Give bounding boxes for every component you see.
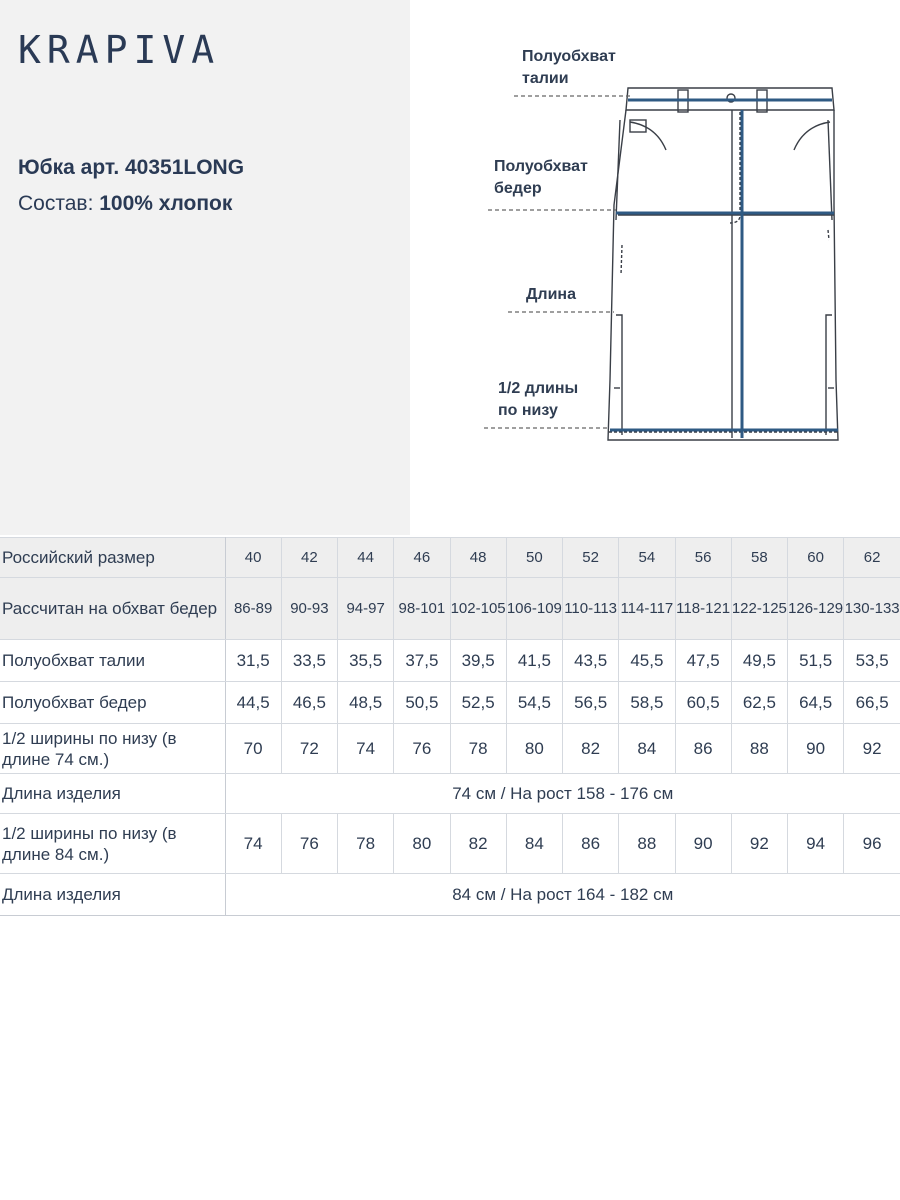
table-row: [0, 538, 900, 578]
table-cell: 78: [338, 814, 394, 874]
table-cell: 54,5: [506, 682, 562, 724]
table-cell: 98-101: [394, 578, 450, 640]
table-cell: 76: [394, 724, 450, 774]
table-cell: 102-105: [450, 578, 506, 640]
table-cell: 86-89: [225, 578, 281, 640]
table-row: [0, 578, 900, 640]
table-cell: 84: [506, 814, 562, 874]
table-cell: 90: [788, 724, 844, 774]
table-cell: 52: [563, 538, 619, 578]
row-label: Рассчитан на обхват бедер: [0, 578, 225, 640]
table-cell: 50: [506, 538, 562, 578]
table-cell: 44,5: [225, 682, 281, 724]
table-cell: 60,5: [675, 682, 731, 724]
table-cell: 41,5: [506, 640, 562, 682]
table-cell: 51,5: [788, 640, 844, 682]
row-label: 1/2 ширины по низу (в длине 84 см.): [0, 814, 225, 874]
table-cell: 74: [338, 724, 394, 774]
table-cell: 126-129: [788, 578, 844, 640]
table-cell: 43,5: [563, 640, 619, 682]
row-label: 1/2 ширины по низу (в длине 74 см.): [0, 724, 225, 774]
table-cell: 54: [619, 538, 675, 578]
table-cell: 46,5: [281, 682, 337, 724]
table-cell: 33,5: [281, 640, 337, 682]
table-row: [0, 682, 900, 724]
label-hips: Полуобхват бедер: [494, 158, 588, 197]
table-cell: 88: [619, 814, 675, 874]
composition: [18, 192, 232, 216]
table-cell: 70: [225, 724, 281, 774]
table-cell: 78: [450, 724, 506, 774]
table-cell: 48: [450, 538, 506, 578]
row-label: Длина изделия: [0, 774, 225, 814]
table-cell: 82: [450, 814, 506, 874]
table-cell: 53,5: [844, 640, 900, 682]
table-row: [0, 774, 900, 814]
table-cell: 90-93: [281, 578, 337, 640]
table-cell: 80: [506, 724, 562, 774]
label-hem: 1/2 длины по низу: [498, 380, 579, 419]
table-cell: 84: [619, 724, 675, 774]
table-cell: 31,5: [225, 640, 281, 682]
table-row: [0, 874, 900, 916]
table-cell: 92: [731, 814, 787, 874]
table-row: [0, 814, 900, 874]
table-cell: 80: [394, 814, 450, 874]
table-cell: 52,5: [450, 682, 506, 724]
composition-label: Состав:: [18, 192, 94, 215]
table-cell: 49,5: [731, 640, 787, 682]
table-cell: 48,5: [338, 682, 394, 724]
table-cell: 94: [788, 814, 844, 874]
table-row: [0, 640, 900, 682]
table-cell: 62,5: [731, 682, 787, 724]
table-cell: 60: [788, 538, 844, 578]
label-waist: Полуобхват талии: [522, 48, 616, 87]
table-cell: 58: [731, 538, 787, 578]
table-cell: 94-97: [338, 578, 394, 640]
table-cell: 92: [844, 724, 900, 774]
row-label: Длина изделия: [0, 874, 225, 916]
table-cell: 50,5: [394, 682, 450, 724]
table-cell: 40: [225, 538, 281, 578]
table-cell: 122-125: [731, 578, 787, 640]
table-cell: 88: [731, 724, 787, 774]
product-title: Юбка арт. 40351LONG: [18, 156, 245, 179]
table-cell: 84 см / На рост 164 - 182 см: [225, 874, 900, 916]
size-table: [0, 537, 900, 916]
table-cell: 62: [844, 538, 900, 578]
table-cell: 72: [281, 724, 337, 774]
table-cell: 76: [281, 814, 337, 874]
table-cell: 74: [225, 814, 281, 874]
table-row: [0, 724, 900, 774]
table-cell: 118-121: [675, 578, 731, 640]
table-cell: 96: [844, 814, 900, 874]
label-length: Длина: [526, 286, 576, 303]
table-cell: 46: [394, 538, 450, 578]
table-cell: 64,5: [788, 682, 844, 724]
table-cell: 86: [675, 724, 731, 774]
table-cell: 45,5: [619, 640, 675, 682]
table-cell: 74 см / На рост 158 - 176 см: [225, 774, 900, 814]
table-cell: 42: [281, 538, 337, 578]
table-cell: 37,5: [394, 640, 450, 682]
composition-value: 100% хлопок: [99, 192, 233, 215]
table-cell: 58,5: [619, 682, 675, 724]
table-cell: 86: [563, 814, 619, 874]
table-cell: 56,5: [563, 682, 619, 724]
table-cell: 90: [675, 814, 731, 874]
brand-logo: KRAPIVA: [18, 28, 221, 72]
row-label: Полуобхват бедер: [0, 682, 225, 724]
table-cell: 39,5: [450, 640, 506, 682]
row-label: Российский размер: [0, 538, 225, 578]
table-cell: 130-133: [844, 578, 900, 640]
table-cell: 106-109: [506, 578, 562, 640]
table-cell: 110-113: [563, 578, 619, 640]
info-panel: [0, 0, 410, 535]
table-cell: 66,5: [844, 682, 900, 724]
table-cell: 44: [338, 538, 394, 578]
skirt-diagram: [470, 30, 900, 470]
table-cell: 82: [563, 724, 619, 774]
table-cell: 56: [675, 538, 731, 578]
table-cell: 35,5: [338, 640, 394, 682]
row-label: Полуобхват талии: [0, 640, 225, 682]
table-cell: 47,5: [675, 640, 731, 682]
table-cell: 114-117: [619, 578, 675, 640]
